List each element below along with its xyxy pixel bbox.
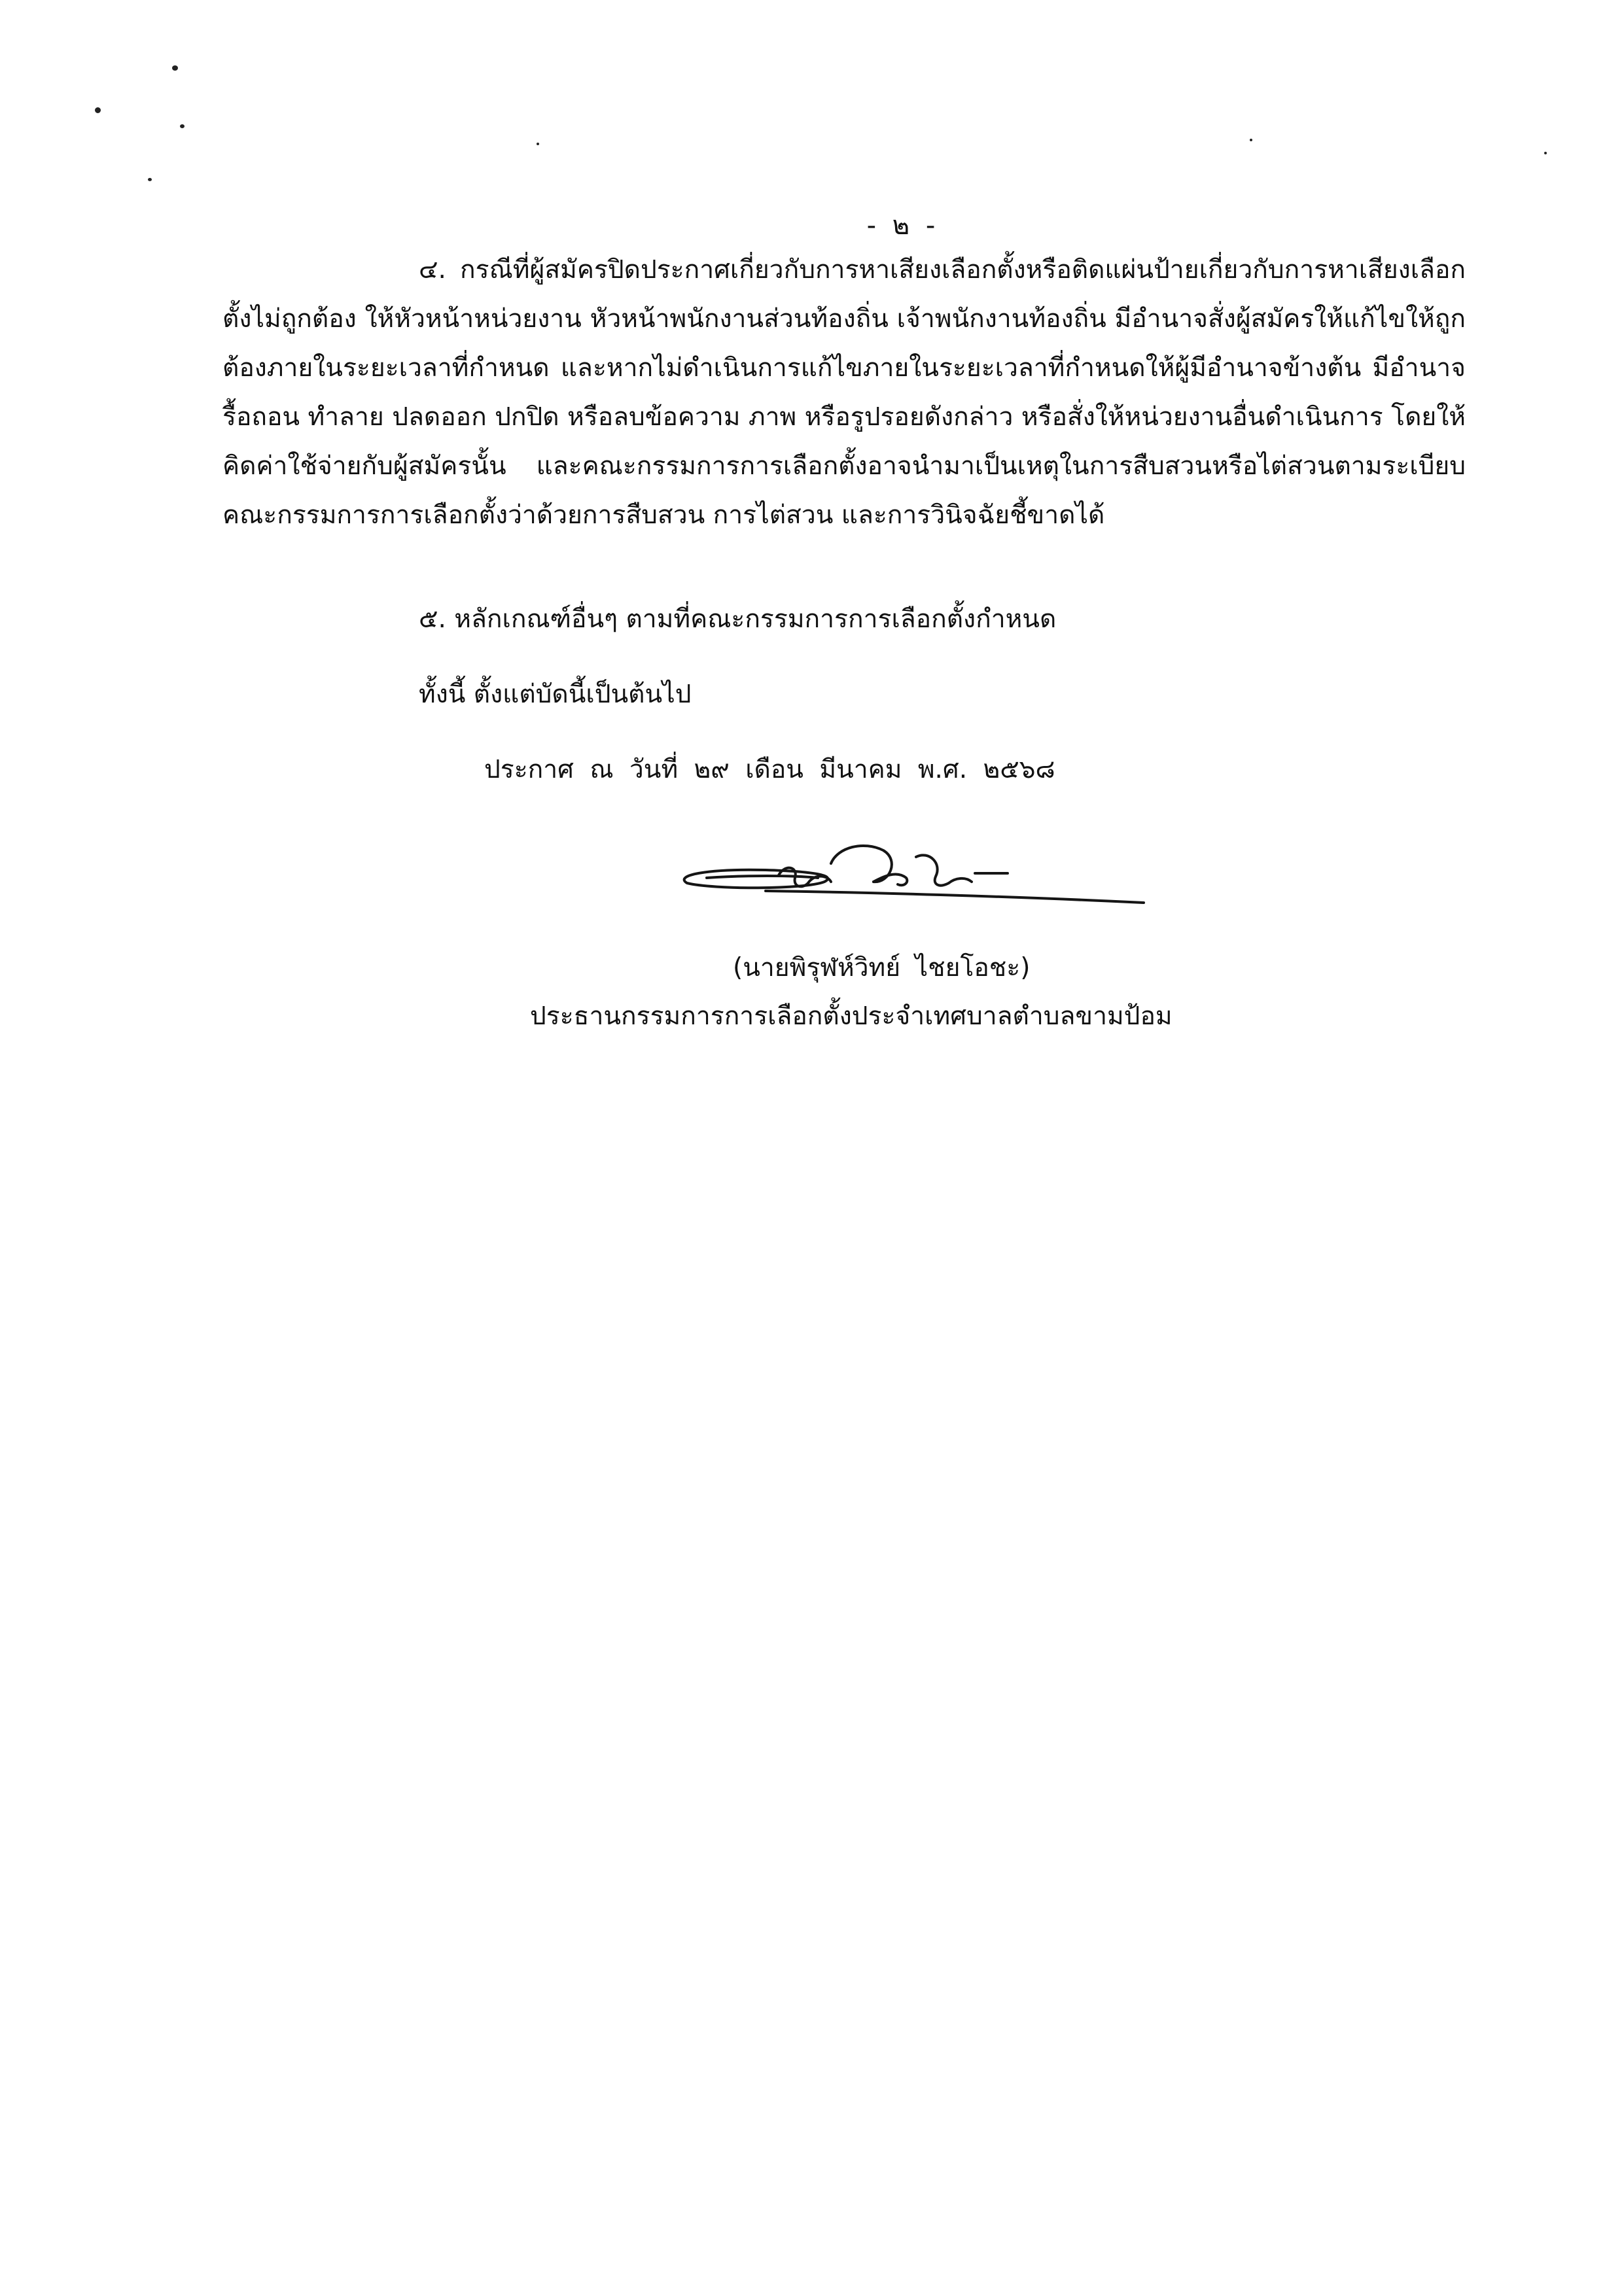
page-number: - ๒ - bbox=[866, 211, 940, 241]
scan-speck bbox=[1250, 139, 1252, 141]
scan-speck bbox=[1544, 152, 1547, 154]
handwritten-signature bbox=[667, 837, 1152, 942]
paragraph-item-4: ๔. กรณีที่ผู้สมัครปิดประกาศเกี่ยวกับการหาเสียงเลือกตั้งหรือติดแผ่นป้ายเกี่ยวกับการหาเสียงเลือกตั้งไม่ถูกต้อง ให้หัวหน้าหน่วยงาน หัวหน้าพนักงานส่วนท้องถิ่น เจ้าพนักงานท้องถิ่น มีอำนาจสั่งผู้สมัครให้แก้ไขให้ถูกต้องภายในระยะเวลาที่กำหนด และหากไม่ดำเนินการแก้ไขภายในระยะเวลาที่กำหนดให้ผู้มีอำนาจข้างต้น มีอำนาจรื้อถอน ทำลาย ปลดออก ปกปิด หรือลบข้อความ ภาพ หรือรูปรอยดังกล่าว หรือสั่งให้หน่วยงานอื่นดำเนินการ โดยให้คิดค่าใช้จ่ายกับผู้สมัครนั้น และคณะกรรมการการเลือกตั้งอาจนำมาเป็นเหตุในการสืบสวนหรือไต่สวนตามระเบียบคณะกรรมการการเลือกตั้งว่าด้วยการสืบสวน การไต่สวน และการวินิจฉัยชี้ขาดได้ bbox=[222, 255, 1466, 530]
scan-speck bbox=[537, 143, 539, 145]
paragraph-item-5: ๕. หลักเกณฑ์อื่นๆ ตามที่คณะกรรมการการเลือกตั้งกำหนด bbox=[419, 604, 1057, 634]
announcement-date: ประกาศ ณ วันที่ ๒๙ เดือน มีนาคม พ.ศ. ๒๕๖๘ bbox=[484, 755, 1055, 784]
signer-title: ประธานกรรมการการเลือกตั้งประจำเทศบาลตำบลขามป้อม bbox=[530, 1001, 1173, 1031]
scan-speck bbox=[95, 107, 101, 113]
scan-speck bbox=[148, 178, 152, 181]
body-text bbox=[222, 245, 1466, 540]
effective-clause: ทั้งนี้ ตั้งแต่บัดนี้เป็นต้นไป bbox=[419, 680, 692, 709]
scan-speck bbox=[180, 124, 185, 128]
scan-speck bbox=[172, 65, 178, 71]
signer-name: (นายพิรุฬห์วิทย์ ไชยโอชะ) bbox=[733, 953, 1031, 983]
